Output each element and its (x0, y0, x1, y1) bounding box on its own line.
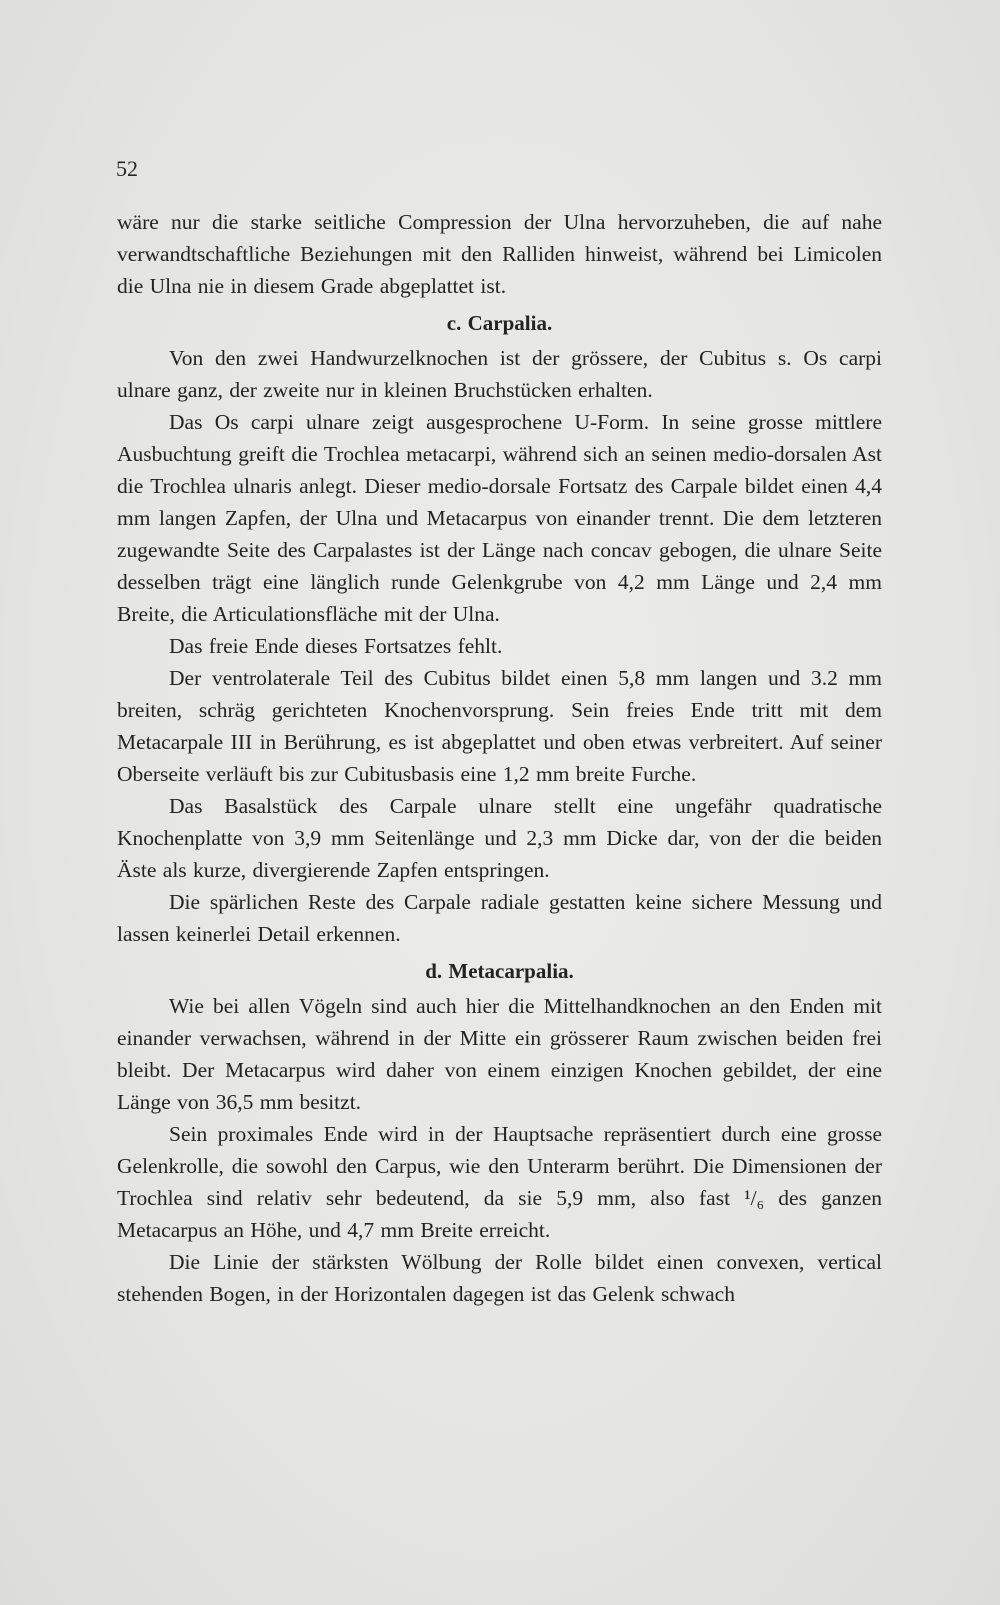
carpalia-paragraph: Von den zwei Handwurzelknochen ist der grössere, der Cubitus s. Os carpi ulnare ganz, der zweite nur in kleinen Bruchstücken erhalten. (117, 346, 882, 402)
carpalia-paragraph: Der ventrolaterale Teil des Cubitus bildet einen 5,8 mm langen und 3.2 mm breiten, schräg gerichteten Knochenvorsprung. Sein freies Ende tritt mit dem Metacarpale III in Berührung, es ist abgeplattet und oben etwas verbreitert. Auf seiner Oberseite verläuft bis zur Cubitusbasis eine 1,2 mm breite Furche. (117, 666, 882, 786)
carpalia-paragraph: Das Basalstück des Carpale ulnare stellt eine ungefähr quadratische Knochenplatte von 3,9 mm Seitenlänge und 2,3 mm Dicke dar, von der die beiden Äste als kurze, divergierende Zapfen entspringen. (117, 794, 882, 882)
body-text (117, 206, 882, 1310)
page-number: 52 (116, 156, 138, 181)
metacarpalia-paragraph: Sein proximales Ende wird in der Hauptsache repräsentiert durch eine grosse Gelenkrolle, die sowohl den Carpus, wie den Unterarm berührt. Die Dimensionen der Trochlea sind relativ sehr bedeutend, da sie 5,9 mm, also fast ¹/₆ des ganzen Metacarpus an Höhe, und 4,7 mm Breite erreicht. (117, 1122, 882, 1242)
carpalia-paragraph: Das Os carpi ulnare zeigt ausgesprochene U-Form. In seine grosse mittlere Ausbuchtung greift die Trochlea metacarpi, während sich an seinen medio-dorsalen Ast die Trochlea ulnaris anlegt. Dieser medio-dorsale Fortsatz des Carpale bildet einen 4,4 mm langen Zapfen, der Ulna und Metacarpus von einander trennt. Die dem letzteren zugewandte Seite des Carpalastes ist der Länge nach concav gebogen, die ulnare Seite desselben trägt eine länglich runde Gelenkgrube von 4,2 mm Länge und 2,4 mm Breite, die Articulationsfläche mit der Ulna. (117, 410, 882, 626)
carpalia-paragraph: Die spärlichen Reste des Carpale radiale gestatten keine sichere Messung und lassen keinerlei Detail erkennen. (117, 890, 882, 946)
metacarpalia-paragraph: Die Linie der stärksten Wölbung der Rolle bildet einen convexen, vertical stehenden Bogen, in der Horizontalen dagegen ist das Gelenk schwach (117, 1250, 882, 1306)
intro-paragraph: wäre nur die starke seitliche Compression der Ulna hervorzuheben, die auf nahe verwandtschaftliche Beziehungen mit den Ralliden hinweist, während bei Limicolen die Ulna nie in diesem Grade abgeplattet ist. (117, 210, 882, 298)
section-heading-metacarpalia: d. Metacarpalia. (425, 959, 574, 983)
metacarpalia-paragraph: Wie bei allen Vögeln sind auch hier die Mittelhandknochen an den Enden mit einander verwachsen, während in der Mitte ein grösserer Raum zwischen beiden frei bleibt. Der Metacarpus wird daher von einem einzigen Knochen gebildet, der eine Länge von 36,5 mm besitzt. (117, 994, 882, 1114)
carpalia-paragraph: Das freie Ende dieses Fortsatzes fehlt. (169, 634, 503, 658)
section-heading-carpalia: c. Carpalia. (446, 311, 553, 335)
